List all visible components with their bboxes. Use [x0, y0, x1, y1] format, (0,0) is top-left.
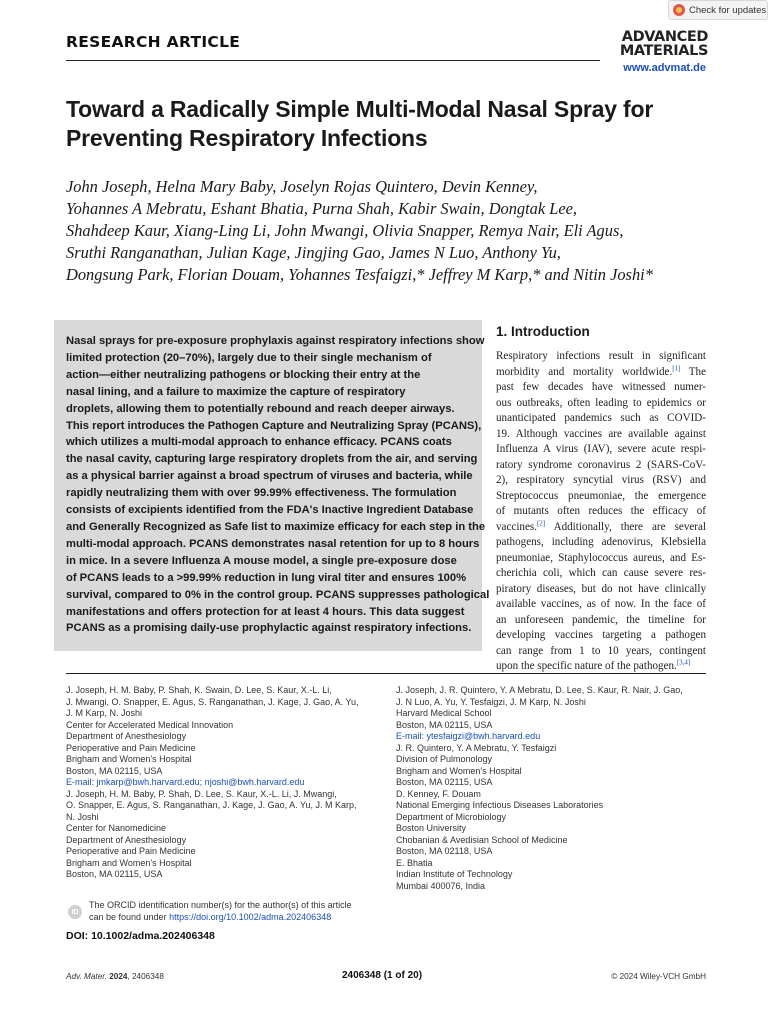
affiliation-line: J. Joseph, H. M. Baby, P. Shah, D. Lee, S. Kaur, X.-L. Li, J. Mwangi, [66, 788, 337, 799]
affiliation-line: Center for Accelerated Medical Innovation [66, 719, 234, 730]
abstract-line: rapidly neutralizing them with over 99.99% effectiveness. The formulation [66, 487, 457, 500]
abstract-line: action—either neutralizing pathogens or blocking their entry at the [66, 368, 421, 381]
intro-line: developing vaccines targeting a pathogen [496, 629, 706, 641]
orcid-doi-link[interactable]: https://doi.org/10.1002/adma.202406348 [169, 911, 332, 922]
orcid-note-line: The ORCID identification number(s) for the author(s) of this article [89, 900, 352, 910]
page-number: 2406348 (1 of 20) [342, 970, 423, 981]
citation-link[interactable]: [1] [672, 363, 681, 372]
affiliation-line: Harvard Medical School [396, 708, 492, 718]
affiliation-line: J. Joseph, H. M. Baby, P. Shah, K. Swain, D. Lee, S. Kaur, X.-L. Li, [66, 685, 332, 695]
affiliations-right-column [396, 685, 716, 892]
affiliation-line: Mumbai 400076, India [396, 880, 486, 891]
affiliation-line: O. Snapper, E. Agus, S. Ranganathan, J. Kage, J. Gao, A. Yu, J. M Karp, [66, 800, 357, 810]
affiliation-line: Brigham and Women's Hospital [396, 765, 522, 776]
affiliation-line: Department of Anesthesiology [66, 731, 187, 741]
orcid-note-prefix: can be found under [89, 911, 170, 922]
intro-line: 2), respiratory syncytial virus (RSV) and [496, 474, 706, 486]
abstract-line: which utilizes a multi-modal approach to enhance efficacy. PCANS coats [66, 436, 452, 449]
intro-line: past few decades have witnessed numer- [496, 381, 706, 393]
intro-line: Respiratory infections result in significant [496, 350, 706, 362]
article-doi: DOI: 10.1002/adma.202406348 [66, 930, 215, 942]
affiliation-line: Boston, MA 02115, USA [396, 719, 493, 730]
orcid-icon: ID [68, 905, 82, 919]
check-for-updates-label: Check for updates [689, 4, 767, 16]
intro-line: an unforeseen pandemic, the timeline for [496, 613, 706, 626]
intro-line: available vaccines, as of now. In the face of [496, 598, 706, 610]
copyright-notice: © 2024 Wiley-VCH GmbH [611, 972, 706, 981]
article-type-label: RESEARCH ARTICLE [66, 33, 241, 51]
abstract-line: limited protection (20–70%), largely due to their single mechanism of [66, 351, 432, 364]
author-line: Shahdeep Kaur, Xiang-Ling Li, John Mwangi, Olivia Snapper, Remya Nair, Eli Agus, [66, 221, 624, 240]
author-line: Sruthi Ranganathan, Julian Kage, Jingjing Gao, James N Luo, Anthony Yu, [66, 243, 561, 262]
intro-line-tail: The [680, 365, 706, 378]
abstract-text [66, 333, 490, 637]
affiliation-line: Boston, MA 02118, USA [396, 846, 493, 856]
affiliation-line: National Emerging Infectious Diseases Laboratories [396, 800, 604, 810]
affiliation-line: J. Mwangi, O. Snapper, E. Agus, S. Ranganathan, J. Kage, J. Gao, A. Yu, [66, 696, 359, 707]
affiliations-left-column [66, 685, 386, 881]
intro-line: unanticipated pandemics such as COVID- [496, 412, 706, 424]
journal-logo [604, 30, 708, 58]
email-link[interactable]: E-mail: ytesfaigzi@bwh.harvard.edu [396, 731, 541, 741]
affiliation-line: J. N Luo, A. Yu, Y. Tesfaigzi, J. M Karp, N. Joshi [396, 696, 586, 707]
affiliation-line: Boston University [396, 823, 467, 833]
intro-line [496, 365, 706, 381]
affiliation-line: Brigham and Women's Hospital [66, 754, 192, 764]
abstract-line: and Generally Recognized as Safe list to maximize efficacy for each step in the [66, 520, 486, 533]
crossmark-icon [673, 4, 685, 16]
abstract-line: survival, compared to 0% in the control group. PCANS suppresses pathological [66, 588, 490, 601]
author-line: Yohannes A Mebratu, Eshant Bhatia, Purna Shah, Kabir Swain, Dongtak Lee, [66, 199, 578, 218]
affiliation-line: J. Joseph, J. R. Quintero, Y. A Mebratu, D. Lee, S. Kaur, R. Nair, J. Gao, [396, 685, 683, 695]
intro-line-text: morbidity and mortality worldwide. [496, 365, 673, 378]
affiliation-line: Center for Nanomedicine [66, 823, 167, 833]
abstract-line: multi-modal approach. PCANS demonstrates nasal retention for up to 8 hours [66, 537, 480, 550]
intro-line: piratory diseases, but do not have clinically [496, 582, 706, 595]
intro-line: pathogens, including adenovirus, Klebsiella [496, 536, 706, 548]
journal-logo-line2: MATERIALS [619, 43, 708, 59]
affiliation-line: J. R. Quintero, Y. A Mebratu, Y. Tesfaigzi [396, 742, 557, 753]
article-title [66, 95, 706, 153]
intro-line: ous outbreaks, often leading to epidemics or [496, 396, 706, 409]
abstract-line: droplets, allowing them to potentially rebound and reach deeper airways. [66, 402, 455, 415]
header-divider [66, 60, 600, 61]
intro-line: can range from 1 to 10 years, contingent [496, 644, 706, 657]
intro-line: pneumoniae, Staphylococcus aureus, and Es- [496, 551, 706, 564]
abstract-line: in mice. In a severe Influenza A mouse model, a single pre-exposure dose [66, 554, 457, 567]
affiliation-line: Department of Anesthesiology [66, 834, 187, 845]
intro-line-text: upon the specific nature of the pathogen. [496, 660, 677, 672]
affiliation-line: Brigham and Women's Hospital [66, 857, 192, 868]
abstract-line: manifestations and offers protection for at least 4 hours. This data suggest [66, 605, 465, 618]
intro-line [496, 520, 706, 536]
intro-line: ratory syndrome coronavirus 2 (SARS-CoV- [496, 458, 706, 471]
affiliation-line: Chobanian & Avedisian School of Medicine [396, 834, 568, 845]
affiliation-line: Indian Institute of Technology [396, 869, 513, 879]
affiliation-line: Boston, MA 02115, USA [66, 869, 163, 879]
author-list [66, 176, 716, 286]
affiliation-line: Perioperative and Pain Medicine [66, 742, 196, 753]
title-line: Toward a Radically Simple Multi-Modal Nasal Spray for [66, 96, 654, 122]
abstract-line: of PCANS leads to a >99.99% reduction in lung viral titer and ensures 100% [66, 571, 467, 584]
intro-line: of mutants often reduces the efficacy of [496, 505, 706, 517]
introduction-heading: 1. Introduction [496, 324, 590, 339]
author-line: John Joseph, Helna Mary Baby, Joselyn Rojas Quintero, Devin Kenney, [66, 177, 538, 196]
intro-line: cherichia coli, which can cause severe res- [496, 567, 706, 579]
orcid-note [89, 900, 352, 923]
citation-link[interactable]: [3,4] [676, 658, 691, 667]
intro-line-text: vaccines. [496, 520, 537, 533]
affiliation-line: Division of Pulmonology [396, 754, 493, 764]
abstract-line: nasal lining, and a failure to maximize the capture of respiratory [66, 385, 406, 398]
affiliation-line: J. M Karp, N. Joshi [66, 708, 143, 718]
journal-url-link[interactable]: www.advmat.de [623, 62, 706, 74]
intro-line-tail: Additionally, there are several [545, 520, 706, 533]
abstract-line: PCANS as a promising daily-use prophylactic against respiratory infections. [66, 622, 472, 635]
footer-article-id: , 2406348 [127, 972, 164, 981]
author-line: Dongsung Park, Florian Douam, Yohannes Tesfaigzi,* Jeffrey M Karp,* and Nitin Joshi* [66, 265, 653, 284]
affiliation-line: Perioperative and Pain Medicine [66, 846, 196, 856]
abstract-line: as a physical barrier against a broad spectrum of viruses and bacteria, while [66, 470, 473, 483]
affiliation-line: Boston, MA 02115, USA [396, 777, 493, 787]
footer-year: 2024 [109, 972, 128, 981]
affiliations-divider [66, 673, 706, 674]
affiliation-line: Department of Microbiology [396, 811, 507, 822]
footer-citation [66, 972, 164, 981]
journal-logo-line1: ADVANCED [621, 29, 708, 45]
check-for-updates-badge[interactable] [668, 0, 768, 20]
title-line: Preventing Respiratory Infections [66, 125, 428, 151]
intro-line: Influenza A virus (IAV), severe acute respi- [496, 443, 706, 455]
affiliation-line: Boston, MA 02115, USA [66, 765, 163, 776]
affiliation-line: D. Kenney, F. Douam [396, 788, 481, 799]
intro-line: Streptococcus pneumoniae, the emergence [496, 489, 706, 502]
introduction-body [496, 349, 706, 675]
affiliation-line: E. Bhatia [396, 857, 433, 868]
intro-line: 19. Although vaccines are available against [496, 427, 706, 440]
abstract-line: the nasal cavity, capturing large respiratory droplets from the air, and serving [66, 453, 478, 466]
affiliation-line: N. Joshi [66, 811, 99, 822]
footer-journal: Adv. Mater. [66, 972, 107, 981]
citation-link[interactable]: [2] [536, 518, 546, 527]
orcid-note-line [89, 912, 352, 924]
abstract-line: Nasal sprays for pre-exposure prophylaxis against respiratory infections show [66, 335, 485, 347]
abstract-line: consists of excipients identified from the FDA's Inactive Ingredient Database [66, 504, 474, 517]
email-link[interactable]: E-mail: jmkarp@bwh.harvard.edu; njoshi@bwh.harvard.edu [66, 777, 305, 787]
abstract-line: This report introduces the Pathogen Capture and Neutralizing Spray (PCANS), [66, 419, 482, 432]
